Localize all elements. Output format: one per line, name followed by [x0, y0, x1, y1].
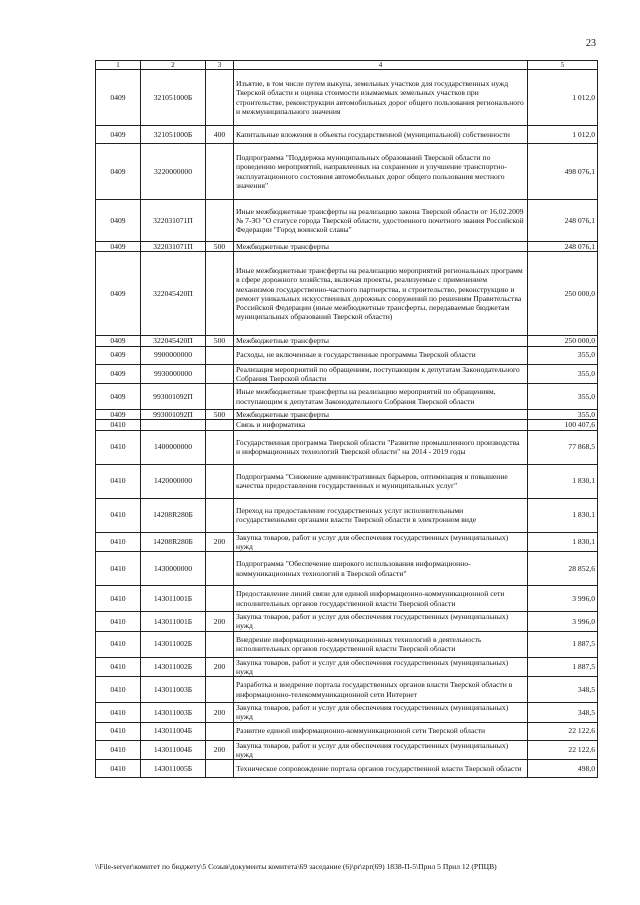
expense-type [206, 70, 234, 126]
table-row [96, 722, 598, 740]
description: Иные межбюджетные трансферты на реализацию мероприятий по обращениям, поступающим к депутатам Законодательного Собрания Тверской области [234, 384, 528, 410]
expense-type [206, 144, 234, 200]
amount: 248 076,1 [528, 242, 598, 252]
amount: 348,5 [528, 703, 598, 723]
column-header: 1 [96, 61, 141, 70]
target-code: 1430000000 [141, 552, 206, 586]
amount: 348,5 [528, 677, 598, 703]
description: Подпрограмма "Поддержка муниципальных образований Тверской области по проведению мероприятий, направленных на сохранение и улучшение транспортно-эксплуатационного состояния автомобильных дорог общего пользования местного значения" [234, 144, 528, 200]
target-code: 143011005Б [141, 760, 206, 778]
table-row [96, 242, 598, 252]
target-code: 143011004Б [141, 722, 206, 740]
table-row [96, 552, 598, 586]
expense-type: 500 [206, 242, 234, 252]
target-code: 322045420П [141, 336, 206, 346]
column-header: 2 [141, 61, 206, 70]
table-row [96, 657, 598, 677]
amount: 3 996,0 [528, 612, 598, 632]
target-code [141, 420, 206, 430]
amount: 22 122,6 [528, 740, 598, 760]
description: Связь и информатика [234, 420, 528, 430]
expense-type [206, 677, 234, 703]
section-code: 0410 [96, 498, 141, 532]
table-row [96, 364, 598, 384]
section-code: 0409 [96, 384, 141, 410]
description: Техническое сопровождение портала органов государственной власти Тверской области [234, 760, 528, 778]
table-row [96, 760, 598, 778]
column-header: 3 [206, 61, 234, 70]
target-code: 143011004Б [141, 740, 206, 760]
expense-type: 200 [206, 740, 234, 760]
target-code: 321051000Б [141, 70, 206, 126]
description: Разработка и внедрение портала государственных органов власти Тверской области в информационно-телекоммуникационной сети Интернет [234, 677, 528, 703]
expense-type: 400 [206, 126, 234, 144]
table-row [96, 336, 598, 346]
target-code: 322031071П [141, 242, 206, 252]
description: Реализация мероприятий по обращениям, поступающим к депутатам Законодательного Собрания Тверской области [234, 364, 528, 384]
table-row [96, 430, 598, 464]
description: Закупка товаров, работ и услуг для обеспечения государственных (муниципальных) нужд [234, 532, 528, 552]
table-row [96, 740, 598, 760]
expense-type [206, 384, 234, 410]
description: Закупка товаров, работ и услуг для обеспечения государственных (муниципальных) нужд [234, 657, 528, 677]
expense-type: 200 [206, 703, 234, 723]
amount: 355,0 [528, 346, 598, 364]
table-row [96, 464, 598, 498]
expense-type: 500 [206, 410, 234, 420]
target-code: 1420000000 [141, 464, 206, 498]
section-code: 0410 [96, 677, 141, 703]
target-code: 993001092П [141, 410, 206, 420]
target-code: 322045420П [141, 252, 206, 336]
table-row [96, 252, 598, 336]
amount: 1 830,1 [528, 498, 598, 532]
amount: 248 076,1 [528, 200, 598, 242]
column-header: 5 [528, 61, 598, 70]
table-row [96, 200, 598, 242]
table-row [96, 70, 598, 126]
description: Капитальные вложения в объекты государственной (муниципальной) собственности [234, 126, 528, 144]
amount: 77 868,5 [528, 430, 598, 464]
amount: 22 122,6 [528, 722, 598, 740]
target-code: 1400000000 [141, 430, 206, 464]
amount: 1 887,5 [528, 631, 598, 657]
table-row [96, 532, 598, 552]
target-code: 9930000000 [141, 364, 206, 384]
table-row [96, 126, 598, 144]
section-code: 0409 [96, 200, 141, 242]
target-code: 322031071П [141, 200, 206, 242]
target-code: 143011001Б [141, 586, 206, 612]
section-code: 0409 [96, 252, 141, 336]
expense-type [206, 430, 234, 464]
section-code: 0409 [96, 410, 141, 420]
expense-type [206, 498, 234, 532]
expense-type [206, 364, 234, 384]
amount: 498,0 [528, 760, 598, 778]
expense-type [206, 760, 234, 778]
expense-type: 200 [206, 657, 234, 677]
expense-type [206, 552, 234, 586]
description: Иные межбюджетные трансферты на реализацию мероприятий региональных программ в сфере дорожного хозяйства, включая проекты, реализуемые с применением механизмов государственно-частного партнерства, и строительство, реконструкцию и ремонт уникальных искусственных дорожных сооружений по решениям Правительства Российской Федерации (иные межбюджетные трансферты, передаваемые бюджетам муниципальных образований Тверской области) [234, 252, 528, 336]
expense-type: 200 [206, 532, 234, 552]
description: Расходы, не включенные в государственные программы Тверской области [234, 346, 528, 364]
section-code: 0409 [96, 364, 141, 384]
target-code: 143011003Б [141, 677, 206, 703]
column-header: 4 [234, 61, 528, 70]
section-code: 0409 [96, 144, 141, 200]
amount: 1 012,0 [528, 126, 598, 144]
description: Межбюджетные трансферты [234, 336, 528, 346]
table-row [96, 586, 598, 612]
description: Закупка товаров, работ и услуг для обеспечения государственных (муниципальных) нужд [234, 612, 528, 632]
section-code: 0410 [96, 612, 141, 632]
section-code: 0409 [96, 242, 141, 252]
table-row [96, 703, 598, 723]
description: Закупка товаров, работ и услуг для обеспечения государственных (муниципальных) нужд [234, 740, 528, 760]
amount: 1 887,5 [528, 657, 598, 677]
amount: 1 830,1 [528, 464, 598, 498]
section-code: 0409 [96, 346, 141, 364]
section-code: 0410 [96, 703, 141, 723]
section-code: 0410 [96, 740, 141, 760]
amount: 1 012,0 [528, 70, 598, 126]
section-code: 0409 [96, 126, 141, 144]
expense-type [206, 464, 234, 498]
section-code: 0410 [96, 464, 141, 498]
amount: 355,0 [528, 410, 598, 420]
target-code: 143011003Б [141, 703, 206, 723]
expense-type: 200 [206, 612, 234, 632]
target-code: 143011001Б [141, 612, 206, 632]
table-row [96, 384, 598, 410]
amount: 1 830,1 [528, 532, 598, 552]
table-row [96, 420, 598, 430]
expense-type [206, 722, 234, 740]
table-row [96, 612, 598, 632]
target-code: 9900000000 [141, 346, 206, 364]
amount: 355,0 [528, 364, 598, 384]
description: Развитие единой информационно-коммуникационной сети Тверской области [234, 722, 528, 740]
target-code: 321051000Б [141, 126, 206, 144]
table-header-row [96, 61, 598, 70]
amount: 250 000,0 [528, 252, 598, 336]
description: Внедрение информационно-коммуникационных технологий в деятельность исполнительных органов государственной власти Тверской области [234, 631, 528, 657]
footer-file-path: \\File-server\комитет по бюджету\5 Созыв\документы комитета\69 заседание (6)\pr\zpr(69) 1838-П-5\Прил 5 Прил 12 (РПЦВ) [95, 862, 497, 871]
expense-type [206, 346, 234, 364]
expense-type [206, 420, 234, 430]
amount: 355,0 [528, 384, 598, 410]
expense-type [206, 252, 234, 336]
description: Закупка товаров, работ и услуг для обеспечения государственных (муниципальных) нужд [234, 703, 528, 723]
expense-type [206, 631, 234, 657]
section-code: 0410 [96, 420, 141, 430]
target-code: 993001092П [141, 384, 206, 410]
description: Предоставление линий связи для единой информационно-коммуникационной сети исполнительных органов государственной власти Тверской области [234, 586, 528, 612]
section-code: 0410 [96, 586, 141, 612]
table-row [96, 677, 598, 703]
section-code: 0410 [96, 760, 141, 778]
target-code: 14208R280Б [141, 532, 206, 552]
page-number: 23 [586, 38, 596, 49]
budget-table [95, 60, 598, 778]
section-code: 0410 [96, 722, 141, 740]
section-code: 0410 [96, 552, 141, 586]
description: Межбюджетные трансферты [234, 242, 528, 252]
table-row [96, 346, 598, 364]
description: Переход на предоставление государственных услуг исполнительными государственными органами власти Тверской области в электронном виде [234, 498, 528, 532]
table-row [96, 410, 598, 420]
description: Подпрограмма "Обеспечение широкого использования информационно-коммуникационных технологий в Тверской области" [234, 552, 528, 586]
expense-type [206, 586, 234, 612]
description: Изъятие, в том числе путем выкупа, земельных участков для государственных нужд Тверской области и оценка стоимости изымаемых земельных участков при строительстве, реконструкции автомобильных дорог общего пользования регионального и межмуниципального значения [234, 70, 528, 126]
target-code: 143011002Б [141, 631, 206, 657]
description: Подпрограмма "Снижение административных барьеров, оптимизация и повышение качества предоставления государственных и муниципальных услуг" [234, 464, 528, 498]
expense-type [206, 200, 234, 242]
table-row [96, 498, 598, 532]
table-row [96, 631, 598, 657]
amount: 250 000,0 [528, 336, 598, 346]
section-code: 0410 [96, 657, 141, 677]
description: Государственная программа Тверской области "Развитие промышленного производства и информационных технологий Тверской области" на 2014 - 2019 годы [234, 430, 528, 464]
amount: 100 407,6 [528, 420, 598, 430]
target-code: 3220000000 [141, 144, 206, 200]
table-row [96, 144, 598, 200]
description: Межбюджетные трансферты [234, 410, 528, 420]
section-code: 0410 [96, 532, 141, 552]
amount: 28 852,6 [528, 552, 598, 586]
amount: 3 996,0 [528, 586, 598, 612]
section-code: 0409 [96, 70, 141, 126]
target-code: 143011002Б [141, 657, 206, 677]
amount: 498 076,1 [528, 144, 598, 200]
section-code: 0409 [96, 336, 141, 346]
expense-type: 500 [206, 336, 234, 346]
description: Иные межбюджетные трансферты на реализацию закона Тверской области от 16.02.2009 № 7-ЗО "О статусе города Тверской области, удостоенного почетного звания Российской Федерации "Город воинской славы" [234, 200, 528, 242]
section-code: 0410 [96, 430, 141, 464]
target-code: 14208R280Б [141, 498, 206, 532]
section-code: 0410 [96, 631, 141, 657]
